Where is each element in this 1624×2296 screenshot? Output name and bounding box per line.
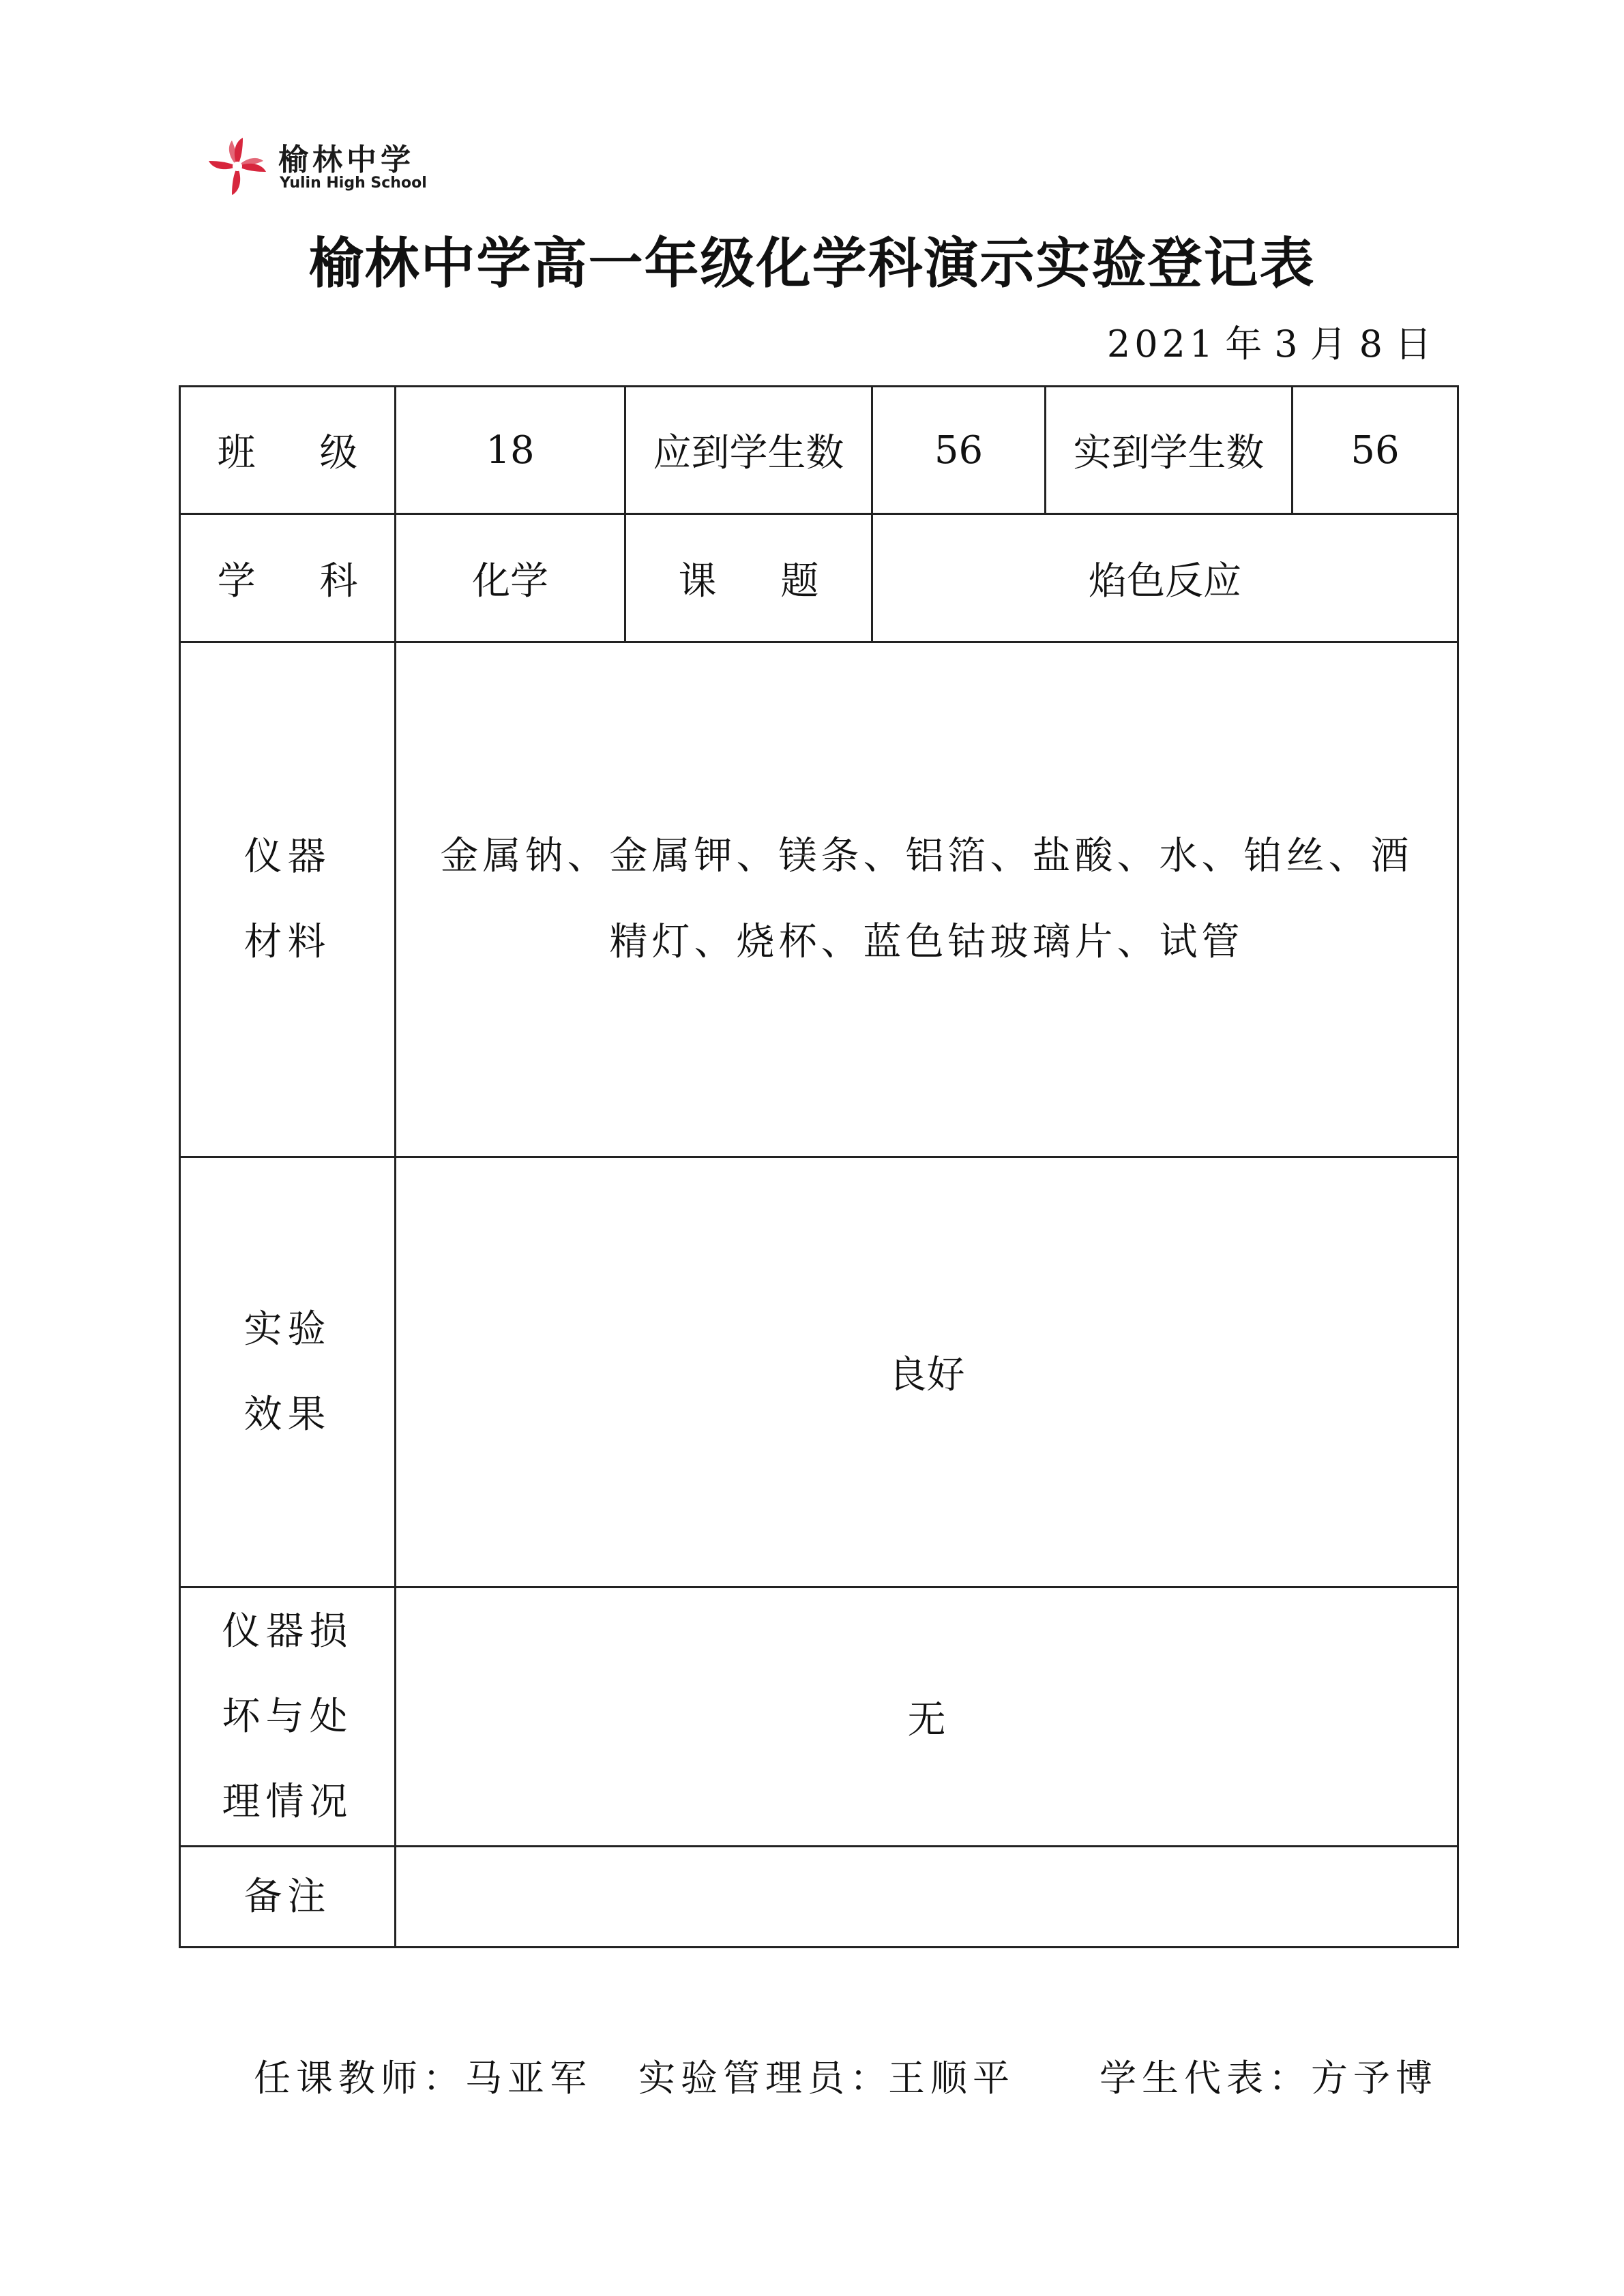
materials-value: 金属钠、金属钾、镁条、铝箔、盐酸、水、铂丝、酒精灯、烧杯、蓝色钴玻璃片、试管 xyxy=(396,642,1458,1157)
damage-label-line1: 仪器损 xyxy=(222,1609,353,1654)
date-day: 8 xyxy=(1359,323,1387,366)
admin-name: 王顺平 xyxy=(888,2057,1015,2100)
date-year: 2021 xyxy=(1106,323,1217,366)
effect-label-line2: 效果 xyxy=(243,1392,331,1437)
table-row-class xyxy=(180,387,1458,514)
expected-students-value: 56 xyxy=(872,387,1046,514)
materials-label-line1: 仪器 xyxy=(243,835,331,879)
admin-label: 实验管理员： xyxy=(638,2057,892,2100)
actual-students-label: 实到学生数 xyxy=(1046,387,1293,514)
subject-value: 化学 xyxy=(396,514,625,642)
logo-chinese-name: 榆林中学 xyxy=(278,143,415,177)
registration-table xyxy=(179,385,1459,1948)
table-row-effect xyxy=(180,1157,1458,1587)
damage-label xyxy=(180,1587,396,1847)
class-label: 班 级 xyxy=(180,387,396,514)
page-title: 榆林中学高一年级化学科演示实验登记表 xyxy=(308,232,1316,295)
remarks-label: 备注 xyxy=(180,1847,396,1948)
school-logo xyxy=(205,134,450,202)
damage-value: 无 xyxy=(396,1587,1458,1847)
date-year-unit: 年 xyxy=(1225,323,1267,366)
damage-label-line3: 理情况 xyxy=(222,1780,353,1824)
effect-label-line1: 实验 xyxy=(243,1307,331,1352)
subject-label: 学 科 xyxy=(180,514,396,642)
expected-students-label: 应到学生数 xyxy=(625,387,872,514)
topic-value: 焰色反应 xyxy=(872,514,1458,642)
class-value: 18 xyxy=(396,387,625,514)
date-month: 3 xyxy=(1274,323,1302,366)
materials-label-line2: 材料 xyxy=(243,920,331,964)
actual-students-value: 56 xyxy=(1293,387,1458,514)
form-date xyxy=(1099,315,1436,368)
table-row-subject xyxy=(180,514,1458,642)
damage-label-line2: 坏与处 xyxy=(222,1695,353,1739)
table-row-materials xyxy=(180,642,1458,1157)
effect-value: 良好 xyxy=(396,1157,1458,1587)
student-rep-signature: 学生代表：方予博 xyxy=(1099,2057,1438,2100)
date-day-unit: 日 xyxy=(1395,323,1436,366)
remarks-value xyxy=(396,1847,1458,1948)
table-row-remarks xyxy=(180,1847,1458,1948)
teacher-signature: 任课教师：马亚军 xyxy=(254,2057,592,2100)
logo-english-name: Yulin High School xyxy=(280,175,427,192)
materials-label xyxy=(180,642,396,1157)
school-emblem-icon xyxy=(205,134,270,199)
effect-label xyxy=(180,1157,396,1587)
topic-label: 课 题 xyxy=(625,514,872,642)
table-row-damage xyxy=(180,1587,1458,1847)
date-month-unit: 月 xyxy=(1310,323,1351,366)
